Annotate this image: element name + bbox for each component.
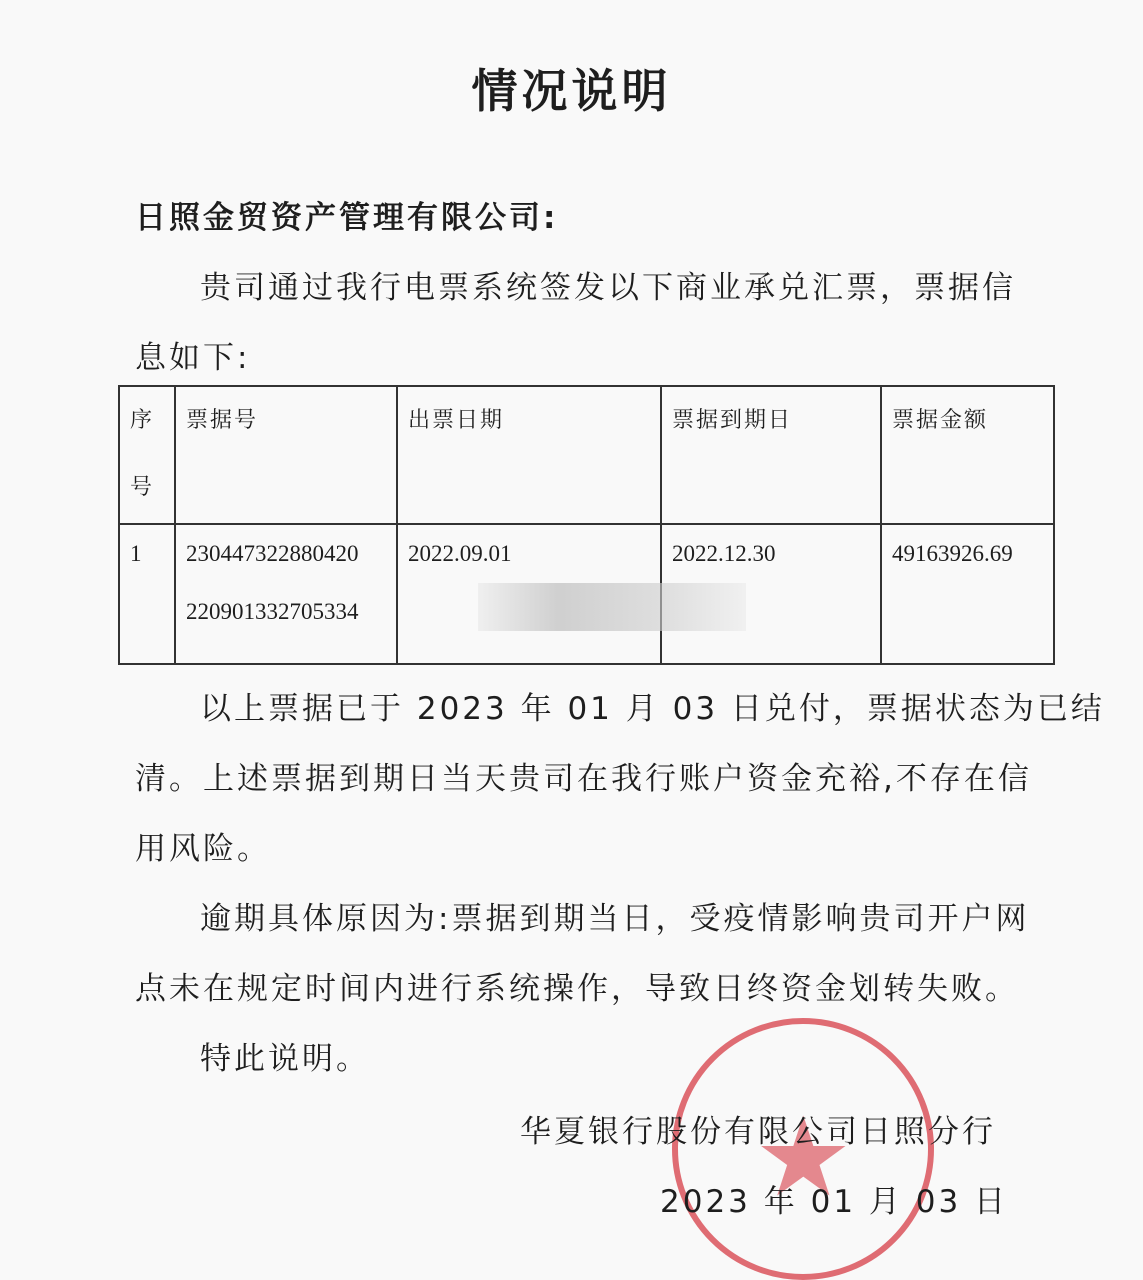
closing-line: 特此说明。 xyxy=(200,1041,370,1077)
para1-line-2: 清。上述票据到期日当天贵司在我行账户资金充裕,不存在信 xyxy=(135,761,1032,797)
cell-due-date: 2022.12.30 xyxy=(661,524,881,664)
cell-amount: 49163926.69 xyxy=(881,524,1054,664)
signature-org: 华夏银行股份有限公司日照分行 xyxy=(520,1114,996,1150)
cell-issue-date: 2022.09.01 xyxy=(397,524,661,664)
bill-no-part-1: 230447322880420 xyxy=(186,541,359,566)
header-index-top: 序 xyxy=(130,408,155,433)
seal-star-icon: ★ xyxy=(754,1093,853,1221)
para1-line-1: 以上票据已于 2023 年 01 月 03 日兑付，票据状态为已结 xyxy=(200,691,1105,727)
para2-line-1: 逾期具体原因为:票据到期当日，受疫情影响贵司开户网 xyxy=(200,901,1030,937)
bill-no-part-2: 220901332705334 xyxy=(186,599,359,624)
para2-line-2: 点未在规定时间内进行系统操作，导致日终资金划转失败。 xyxy=(135,971,1019,1007)
header-amount: 票据金额 xyxy=(881,386,1054,524)
cell-index: 1 xyxy=(119,524,175,664)
cell-bill-no xyxy=(175,524,397,664)
signature-date: 2023 年 01 月 03 日 xyxy=(660,1184,1009,1220)
document-title: 情况说明 xyxy=(471,64,672,118)
redaction-blur xyxy=(478,583,746,631)
header-index-bottom: 号 xyxy=(130,475,155,500)
para1-line-3: 用风险。 xyxy=(135,831,271,867)
addressee: 日照金贸资产管理有限公司: xyxy=(135,200,559,236)
header-bill-no: 票据号 xyxy=(175,386,397,524)
header-issue-date: 出票日期 xyxy=(397,386,661,524)
intro-line-2: 息如下: xyxy=(135,340,251,376)
header-index xyxy=(119,386,175,524)
header-due-date: 票据到期日 xyxy=(661,386,881,524)
table-header-row xyxy=(119,386,1054,524)
intro-line-1: 贵司通过我行电票系统签发以下商业承兑汇票，票据信 xyxy=(200,270,1016,306)
